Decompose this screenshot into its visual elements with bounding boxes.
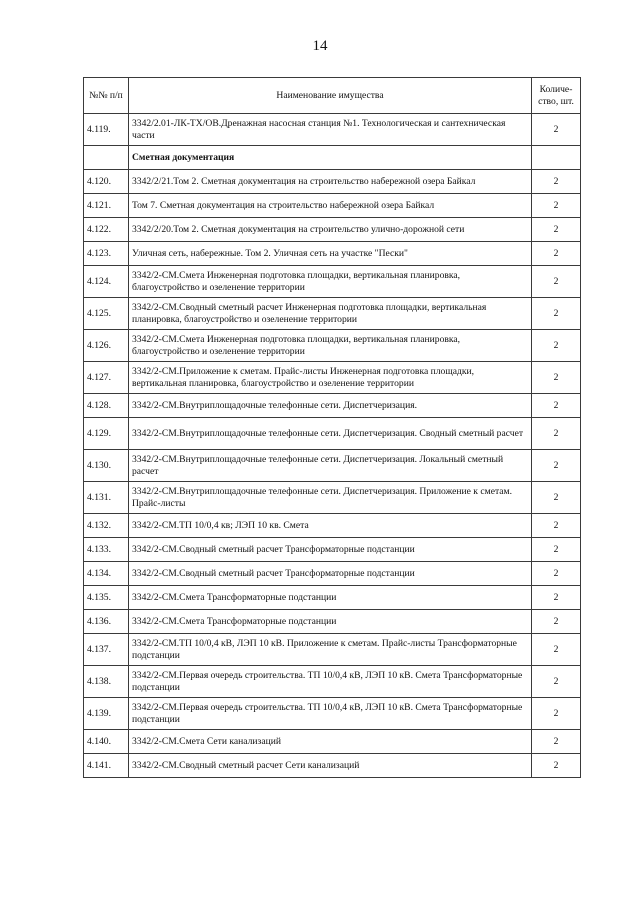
row-name: 3342/2-СМ.Внутриплощадочные телефонные сети. Диспетчеризация. (129, 394, 532, 418)
row-name: 3342/2-СМ.Смета Трансформаторные подстанции (129, 610, 532, 634)
row-number: 4.126. (84, 330, 129, 362)
header-quantity: Количе-ство, шт. (532, 78, 581, 114)
table-row (84, 170, 581, 194)
row-name: 3342/2-СМ.ТП 10/0,4 кв; ЛЭП 10 кв. Смета (129, 514, 532, 538)
section-title: Сметная документация (129, 146, 532, 170)
row-number: 4.127. (84, 362, 129, 394)
header-number: №№ п/п (84, 78, 129, 114)
row-quantity: 2 (532, 298, 581, 330)
row-quantity: 2 (532, 586, 581, 610)
row-name: 3342/2-СМ.Приложение к сметам. Прайс-листы Инженерная подготовка площадки, вертикальная планировка, благоустройство и озеленение территории (129, 362, 532, 394)
row-number: 4.132. (84, 514, 129, 538)
row-quantity: 2 (532, 514, 581, 538)
row-number: 4.133. (84, 538, 129, 562)
row-quantity: 2 (532, 394, 581, 418)
row-quantity: 2 (532, 114, 581, 146)
table-row (84, 730, 581, 754)
table-row (84, 450, 581, 482)
row-quantity: 2 (532, 218, 581, 242)
row-quantity: 2 (532, 538, 581, 562)
row-number: 4.124. (84, 266, 129, 298)
table-row (84, 514, 581, 538)
row-number: 4.131. (84, 482, 129, 514)
row-name: 3342/2-СМ.Сводный сметный расчет Инженерная подготовка площадки, вертикальная планировка, благоустройство и озеленение территории (129, 298, 532, 330)
row-quantity: 2 (532, 362, 581, 394)
row-quantity: 2 (532, 266, 581, 298)
row-name: 3342/2-СМ.Внутриплощадочные телефонные сети. Диспетчеризация. Локальный сметный расчет (129, 450, 532, 482)
row-quantity (532, 146, 581, 170)
row-number (84, 146, 129, 170)
row-name: 3342/2-СМ.Смета Инженерная подготовка площадки, вертикальная планировка, благоустройство и озеленение территории (129, 266, 532, 298)
row-name: 3342/2-СМ.Внутриплощадочные телефонные сети. Диспетчеризация. Сводный сметный расчет (129, 418, 532, 450)
row-name: 3342/2-СМ.Смета Инженерная подготовка площадки, вертикальная планировка, благоустройство и озеленение территории (129, 330, 532, 362)
row-name: 3342/2-СМ.Сводный сметный расчет Сети канализаций (129, 754, 532, 778)
table-header-row (84, 78, 581, 114)
table-row (84, 634, 581, 666)
row-number: 4.130. (84, 450, 129, 482)
row-quantity: 2 (532, 482, 581, 514)
table-row (84, 298, 581, 330)
table-row (84, 610, 581, 634)
row-number: 4.128. (84, 394, 129, 418)
row-name: Том 7. Сметная документация на строительство набережной озера Байкал (129, 194, 532, 218)
section-row (84, 146, 581, 170)
row-quantity: 2 (532, 194, 581, 218)
row-quantity: 2 (532, 450, 581, 482)
row-number: 4.136. (84, 610, 129, 634)
table-row (84, 538, 581, 562)
row-name: 3342/2-СМ.Сводный сметный расчет Трансформаторные подстанции (129, 562, 532, 586)
row-name: 3342/2-СМ.ТП 10/0,4 кВ, ЛЭП 10 кВ. Приложение к сметам. Прайс-листы Трансформаторные подстанции (129, 634, 532, 666)
row-quantity: 2 (532, 634, 581, 666)
row-quantity: 2 (532, 666, 581, 698)
row-number: 4.122. (84, 218, 129, 242)
row-quantity: 2 (532, 610, 581, 634)
table-row (84, 394, 581, 418)
row-quantity: 2 (532, 698, 581, 730)
row-name: 3342/2-СМ.Смета Трансформаторные подстанции (129, 586, 532, 610)
row-name: 3342/2-СМ.Сводный сметный расчет Трансформаторные подстанции (129, 538, 532, 562)
row-number: 4.137. (84, 634, 129, 666)
row-number: 4.135. (84, 586, 129, 610)
header-name: Наименование имущества (129, 78, 532, 114)
row-number: 4.141. (84, 754, 129, 778)
row-name: 3342/2-СМ.Внутриплощадочные телефонные сети. Диспетчеризация. Приложение к сметам. Прайс-листы (129, 482, 532, 514)
row-number: 4.120. (84, 170, 129, 194)
table-row (84, 242, 581, 266)
row-name: 3342/2-СМ.Первая очередь строительства. ТП 10/0,4 кВ, ЛЭП 10 кВ. Смета Трансформаторные подстанции (129, 698, 532, 730)
row-number: 4.119. (84, 114, 129, 146)
row-name: 3342/2-СМ.Смета Сети канализаций (129, 730, 532, 754)
row-number: 4.134. (84, 562, 129, 586)
row-name: 3342/2-СМ.Первая очередь строительства. ТП 10/0,4 кВ, ЛЭП 10 кВ. Смета Трансформаторные подстанции (129, 666, 532, 698)
row-name: Уличная сеть, набережные. Том 2. Уличная сеть на участке "Пески" (129, 242, 532, 266)
table-row (84, 418, 581, 450)
row-number: 4.140. (84, 730, 129, 754)
row-number: 4.139. (84, 698, 129, 730)
page-number: 14 (312, 38, 328, 54)
row-number: 4.123. (84, 242, 129, 266)
row-quantity: 2 (532, 170, 581, 194)
row-name: 3342/2.01-ЛК-ТХ/ОВ.Дренажная насосная станция №1. Технологическая и сантехническая части (129, 114, 532, 146)
table-row (84, 666, 581, 698)
table-row (84, 562, 581, 586)
table-row (84, 266, 581, 298)
row-quantity: 2 (532, 418, 581, 450)
table-row (84, 330, 581, 362)
row-name: 3342/2/21.Том 2. Сметная документация на строительство набережной озера Байкал (129, 170, 532, 194)
row-quantity: 2 (532, 754, 581, 778)
row-number: 4.121. (84, 194, 129, 218)
row-quantity: 2 (532, 330, 581, 362)
row-quantity: 2 (532, 242, 581, 266)
property-table (83, 77, 581, 778)
table-row (84, 482, 581, 514)
table-row (84, 754, 581, 778)
row-number: 4.129. (84, 418, 129, 450)
table-row (84, 218, 581, 242)
row-quantity: 2 (532, 562, 581, 586)
row-quantity: 2 (532, 730, 581, 754)
row-number: 4.125. (84, 298, 129, 330)
table-row (84, 194, 581, 218)
row-number: 4.138. (84, 666, 129, 698)
row-name: 3342/2/20.Том 2. Сметная документация на строительство улично-дорожной сети (129, 218, 532, 242)
table-row (84, 114, 581, 146)
table-row (84, 698, 581, 730)
table-row (84, 362, 581, 394)
table-row (84, 586, 581, 610)
